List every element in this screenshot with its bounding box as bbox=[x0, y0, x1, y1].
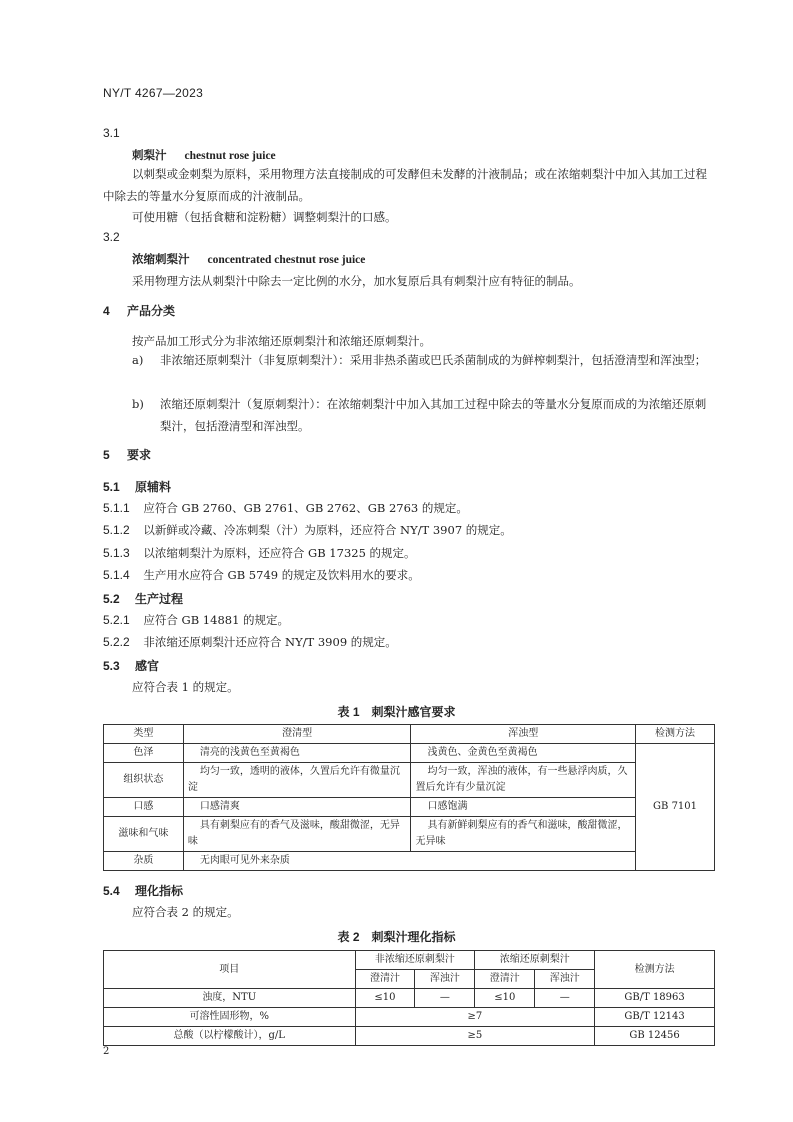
term-en: concentrated chestnut rose juice bbox=[207, 254, 366, 266]
header-cell: 非浓缩还原刺梨汁 bbox=[355, 951, 475, 970]
table-row bbox=[104, 1027, 715, 1046]
note-3-1: 可使用糖（包括食糖和淀粉糖）调整刺梨汁的口感。 bbox=[132, 210, 397, 224]
clause-number: 5.2 bbox=[103, 592, 120, 606]
row-item: 浊度，NTU bbox=[104, 989, 356, 1008]
clause-text: 非浓缩还原刺梨汁还应符合 NY/T 3909 的规定。 bbox=[143, 635, 397, 649]
clause-title: 理化指标 bbox=[135, 884, 184, 898]
method-cell: GB/T 18963 bbox=[595, 989, 715, 1008]
header-cell: 澄清汁 bbox=[475, 970, 535, 989]
table-header-row bbox=[104, 725, 715, 744]
clause-5-4-text: 应符合表 2 的规定。 bbox=[132, 905, 239, 919]
clause-5-1-3 bbox=[103, 545, 416, 561]
clause-title: 感官 bbox=[135, 659, 160, 673]
clause-5-2-2 bbox=[103, 634, 397, 650]
value-cell: — bbox=[535, 989, 595, 1008]
clause-5-1-4 bbox=[103, 567, 420, 583]
term-3-1 bbox=[132, 147, 276, 163]
doc-header: NY/T 4267—2023 bbox=[103, 86, 204, 100]
table-2-caption: 表 2 刺梨汁理化指标 bbox=[337, 930, 456, 944]
header-cell: 浑浊汁 bbox=[415, 970, 475, 989]
clause-text: 以新鲜或冷藏、冷冻刺梨（汁）为原料，还应符合 NY/T 3907 的规定。 bbox=[143, 523, 512, 537]
header-cell: 类型 bbox=[104, 725, 184, 744]
value-cell: ≤10 bbox=[475, 989, 535, 1008]
clause-number: 5.2.1 bbox=[103, 613, 130, 627]
header-cell: 项目 bbox=[104, 951, 356, 989]
impurity-cell: 无肉眼可见外来杂质 bbox=[183, 852, 635, 871]
header-cell: 浑浊汁 bbox=[535, 970, 595, 989]
definition-3-2: 采用物理方法从刺梨汁中除去一定比例的水分，加水复原后具有刺梨汁应有特征的制品。 bbox=[132, 274, 581, 288]
classification-intro: 按产品加工形式分为非浓缩还原刺梨汁和浓缩还原刺梨汁。 bbox=[132, 334, 431, 348]
list-item-a: 非浓缩还原刺梨汁（非复原刺梨汁）：采用非热杀菌或巴氏杀菌制成的为鲜榨刺梨汁，包括澄清型和浑浊型； bbox=[160, 353, 707, 367]
clause-number: 5.1.4 bbox=[103, 568, 130, 582]
clause-5-2-1 bbox=[103, 612, 289, 628]
table-row bbox=[104, 852, 715, 871]
table-row bbox=[104, 1008, 715, 1027]
method-cell: GB/T 12143 bbox=[595, 1008, 715, 1027]
method-cell: GB 12456 bbox=[595, 1027, 715, 1046]
page-number: 2 bbox=[103, 1046, 110, 1057]
row-item: 滋味和气味 bbox=[104, 817, 184, 852]
row-item: 杂质 bbox=[104, 852, 184, 871]
section-number: 5 bbox=[103, 448, 110, 462]
list-item-b: 浓缩还原刺梨汁（复原刺梨汁）：在浓缩刺梨汁中加入其加工过程中除去的等量水分复原而成的为浓缩还原刺梨汁，包括澄清型和浑浊型。 bbox=[160, 397, 707, 433]
clause-5-2-heading bbox=[103, 590, 183, 607]
cloudy-cell: 均匀一致，浑浊的液体，有一些悬浮肉质，久置后允许有少量沉淀 bbox=[411, 763, 636, 798]
clause-title: 原辅料 bbox=[135, 480, 172, 494]
clause-5-4-heading bbox=[103, 882, 183, 899]
term-zh: 刺梨汁 bbox=[132, 148, 167, 162]
clear-cell: 具有刺梨应有的香气及滋味，酸甜微涩，无异味 bbox=[183, 817, 411, 852]
table-1-caption: 表 1 刺梨汁感官要求 bbox=[337, 705, 456, 719]
clause-number: 5.1.3 bbox=[103, 546, 130, 560]
list-item-b-label: b) bbox=[132, 397, 144, 411]
table-2 bbox=[103, 950, 715, 1046]
section-title: 要求 bbox=[127, 448, 152, 462]
clause-title: 生产过程 bbox=[135, 592, 184, 606]
header-cell: 澄清型 bbox=[183, 725, 411, 744]
row-item: 色泽 bbox=[104, 744, 184, 763]
table-row bbox=[104, 744, 715, 763]
clear-cell: 口感清爽 bbox=[183, 798, 411, 817]
table-row bbox=[104, 763, 715, 798]
clause-5-1-1 bbox=[103, 500, 468, 516]
cloudy-cell: 具有新鲜刺梨应有的香气和滋味，酸甜微涩，无异味 bbox=[411, 817, 636, 852]
header-cell: 浑浊型 bbox=[411, 725, 636, 744]
clause-text: 生产用水应符合 GB 5749 的规定及饮料用水的要求。 bbox=[143, 568, 420, 582]
list-item-a-label: a) bbox=[132, 353, 144, 367]
row-item: 组织状态 bbox=[104, 763, 184, 798]
section-number: 4 bbox=[103, 304, 110, 318]
row-item: 总酸（以柠檬酸计），g/L bbox=[104, 1027, 356, 1046]
value-cell: ≥7 bbox=[355, 1008, 595, 1027]
value-cell: ≤10 bbox=[355, 989, 415, 1008]
header-cell: 检测方法 bbox=[636, 725, 715, 744]
row-item: 口感 bbox=[104, 798, 184, 817]
term-3-2 bbox=[132, 251, 365, 267]
clause-5-3-text: 应符合表 1 的规定。 bbox=[132, 680, 239, 694]
table-1 bbox=[103, 724, 715, 871]
table-header-row bbox=[104, 951, 715, 970]
clear-cell: 均匀一致，透明的液体，久置后允许有微量沉淀 bbox=[183, 763, 411, 798]
clause-text: 应符合 GB 2760、GB 2761、GB 2762、GB 2763 的规定。 bbox=[143, 501, 468, 515]
section-4-heading bbox=[103, 302, 175, 319]
value-cell: ≥5 bbox=[355, 1027, 595, 1046]
section-title: 产品分类 bbox=[127, 304, 176, 318]
clause-number: 5.2.2 bbox=[103, 635, 130, 649]
clause-number: 5.3 bbox=[103, 659, 120, 673]
table-row bbox=[104, 989, 715, 1008]
clause-3-2-number: 3.2 bbox=[103, 230, 120, 244]
clause-number: 5.1.1 bbox=[103, 501, 130, 515]
clause-5-1-heading bbox=[103, 478, 171, 495]
cloudy-cell: 浅黄色、金黄色至黄褐色 bbox=[411, 744, 636, 763]
header-cell: 浓缩还原刺梨汁 bbox=[475, 951, 595, 970]
clause-3-1-number: 3.1 bbox=[103, 126, 120, 140]
clear-cell: 清亮的浅黄色至黄褐色 bbox=[183, 744, 411, 763]
clause-5-1-2 bbox=[103, 522, 512, 538]
value-cell: — bbox=[415, 989, 475, 1008]
method-cell: GB 7101 bbox=[636, 744, 715, 871]
table-row bbox=[104, 817, 715, 852]
clause-number: 5.4 bbox=[103, 884, 120, 898]
table-row bbox=[104, 798, 715, 817]
header-cell: 检测方法 bbox=[595, 951, 715, 989]
row-item: 可溶性固形物，% bbox=[104, 1008, 356, 1027]
clause-text: 应符合 GB 14881 的规定。 bbox=[143, 613, 290, 627]
cloudy-cell: 口感饱满 bbox=[411, 798, 636, 817]
header-cell: 澄清汁 bbox=[355, 970, 415, 989]
clause-number: 5.1.2 bbox=[103, 523, 130, 537]
term-zh: 浓缩刺梨汁 bbox=[132, 252, 190, 266]
clause-text: 以浓缩刺梨汁为原料，还应符合 GB 17325 的规定。 bbox=[143, 546, 416, 560]
clause-5-3-heading bbox=[103, 657, 159, 674]
definition-3-1: 以刺梨或金刺梨为原料，采用物理方法直接制成的可发酵但未发酵的汁液制品；或在浓缩刺梨汁中加入其加工过程中除去的等量水分复原而成的汁液制品。 bbox=[103, 167, 707, 203]
section-5-heading bbox=[103, 446, 151, 463]
term-en: chestnut rose juice bbox=[184, 150, 276, 162]
clause-number: 5.1 bbox=[103, 480, 120, 494]
